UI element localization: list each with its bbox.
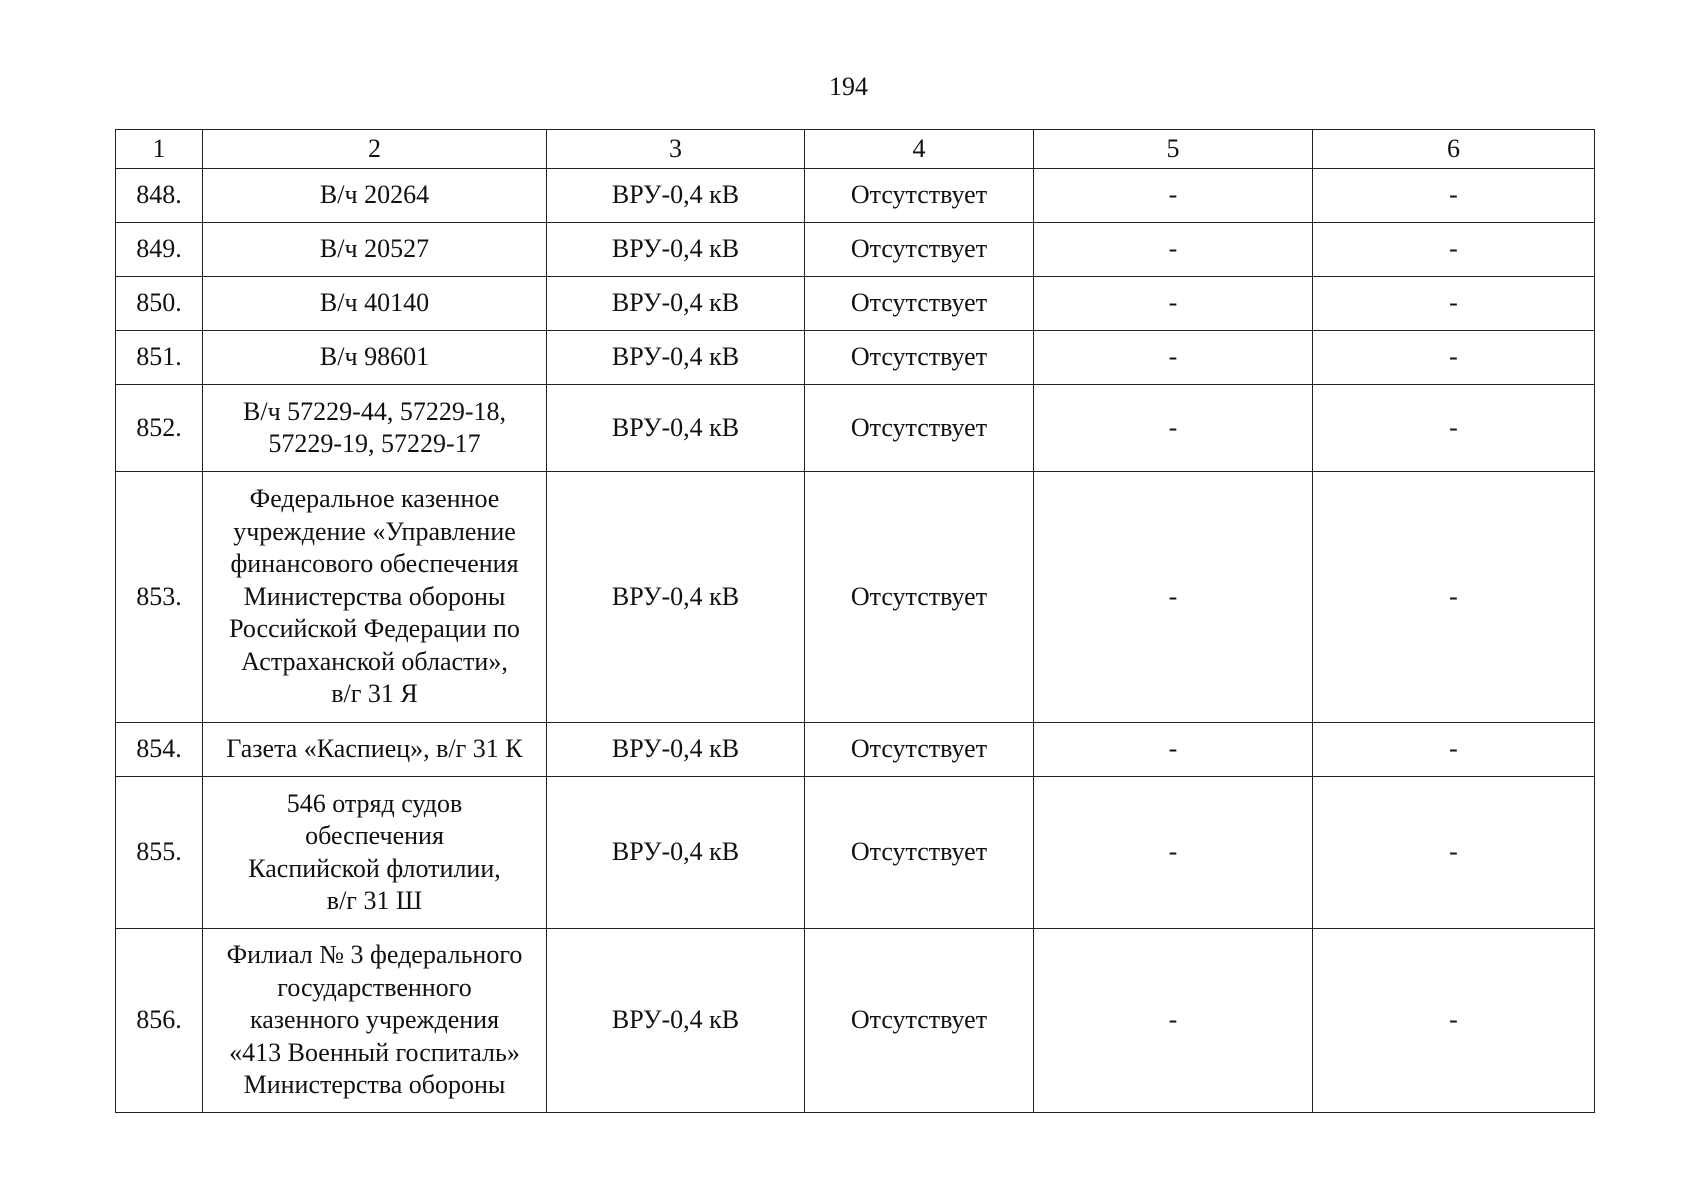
col5-cell: - — [1034, 929, 1313, 1113]
row-number: 851. — [116, 331, 203, 385]
status-cell: Отсутствует — [805, 777, 1034, 929]
status-cell: Отсутствует — [805, 277, 1034, 331]
column-header: 5 — [1034, 130, 1313, 169]
device-type: ВРУ-0,4 кВ — [547, 277, 805, 331]
status-cell: Отсутствует — [805, 723, 1034, 777]
object-name: В/ч 20264 — [203, 169, 547, 223]
row-number: 852. — [116, 385, 203, 472]
column-header: 1 — [116, 130, 203, 169]
object-name: В/ч 57229-44, 57229-18, 57229-19, 57229-17 — [203, 385, 547, 472]
col5-cell: - — [1034, 331, 1313, 385]
table-row — [116, 169, 1595, 223]
table-row — [116, 723, 1595, 777]
status-cell: Отсутствует — [805, 223, 1034, 277]
col6-cell: - — [1313, 331, 1595, 385]
col6-cell: - — [1313, 223, 1595, 277]
status-cell: Отсутствует — [805, 385, 1034, 472]
object-name: Филиал № 3 федерального государственного казенного учреждения «413 Военный госпиталь» Министерства обороны — [203, 929, 547, 1113]
col5-cell: - — [1034, 385, 1313, 472]
col6-cell: - — [1313, 777, 1595, 929]
table-row — [116, 223, 1595, 277]
status-cell: Отсутствует — [805, 331, 1034, 385]
column-header: 3 — [547, 130, 805, 169]
table-row — [116, 385, 1595, 472]
device-type: ВРУ-0,4 кВ — [547, 223, 805, 277]
column-header: 4 — [805, 130, 1034, 169]
col5-cell: - — [1034, 223, 1313, 277]
row-number: 850. — [116, 277, 203, 331]
table-row — [116, 472, 1595, 723]
col5-cell: - — [1034, 277, 1313, 331]
table-row — [116, 331, 1595, 385]
device-type: ВРУ-0,4 кВ — [547, 777, 805, 929]
object-name: Газета «Каспиец», в/г 31 К — [203, 723, 547, 777]
table-row — [116, 277, 1595, 331]
column-number-row — [116, 130, 1595, 169]
row-number: 849. — [116, 223, 203, 277]
row-number: 853. — [116, 472, 203, 723]
row-number: 856. — [116, 929, 203, 1113]
status-cell: Отсутствует — [805, 169, 1034, 223]
column-header: 6 — [1313, 130, 1595, 169]
col5-cell: - — [1034, 169, 1313, 223]
device-type: ВРУ-0,4 кВ — [547, 929, 805, 1113]
row-number: 855. — [116, 777, 203, 929]
col5-cell: - — [1034, 723, 1313, 777]
col6-cell: - — [1313, 385, 1595, 472]
col6-cell: - — [1313, 929, 1595, 1113]
device-type: ВРУ-0,4 кВ — [547, 169, 805, 223]
status-cell: Отсутствует — [805, 929, 1034, 1113]
row-number: 848. — [116, 169, 203, 223]
row-number: 854. — [116, 723, 203, 777]
object-name: 546 отряд судов обеспечения Каспийской флотилии, в/г 31 Ш — [203, 777, 547, 929]
device-type: ВРУ-0,4 кВ — [547, 331, 805, 385]
col5-cell: - — [1034, 472, 1313, 723]
object-name: Федеральное казенное учреждение «Управление финансового обеспечения Министерства обороны Российской Федерации по Астраханской области», в/г 31 Я — [203, 472, 547, 723]
data-table — [115, 129, 1595, 1113]
column-header: 2 — [203, 130, 547, 169]
col6-cell: - — [1313, 723, 1595, 777]
device-type: ВРУ-0,4 кВ — [547, 723, 805, 777]
status-cell: Отсутствует — [805, 472, 1034, 723]
device-type: ВРУ-0,4 кВ — [547, 385, 805, 472]
object-name: В/ч 20527 — [203, 223, 547, 277]
page-number: 194 — [829, 72, 868, 101]
col6-cell: - — [1313, 169, 1595, 223]
device-type: ВРУ-0,4 кВ — [547, 472, 805, 723]
col6-cell: - — [1313, 472, 1595, 723]
col6-cell: - — [1313, 277, 1595, 331]
table-row — [116, 777, 1595, 929]
col5-cell: - — [1034, 777, 1313, 929]
object-name: В/ч 40140 — [203, 277, 547, 331]
table-row — [116, 929, 1595, 1113]
object-name: В/ч 98601 — [203, 331, 547, 385]
